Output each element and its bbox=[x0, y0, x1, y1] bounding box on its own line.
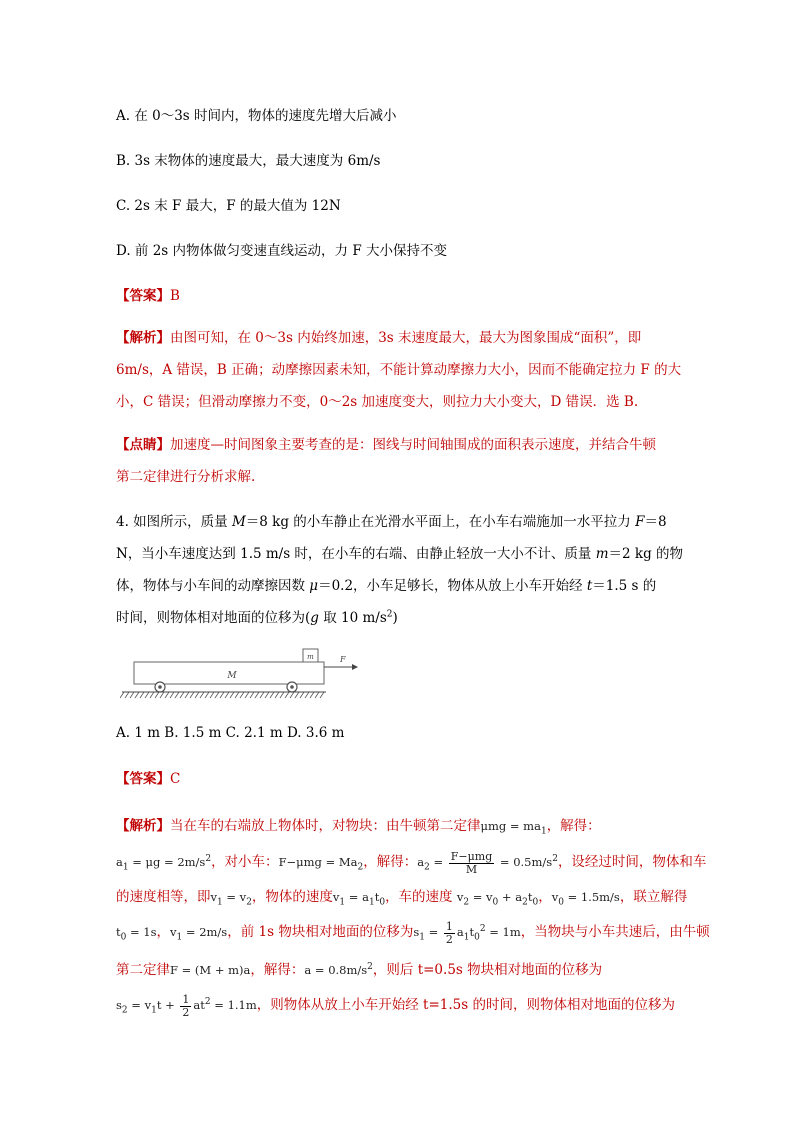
q4-stem-line-3: 体，物体与小车间的动摩擦因数 μ＝0.2，小车足够长，物体从放上小车开始经 t＝1.5 s 的 bbox=[116, 578, 657, 594]
q4-analysis-line-4: $t_0 = 1s$，$v_1 = 2m/s$，前 1s 物块相对地面的位移为$s_1$ = $\frac{1}{2}$ $a_1t_0^2 = 1m$，当物块与小车共速后，由牛顿 bbox=[116, 919, 710, 946]
q4-analysis-line-5: 第二定律F = (M + m)a，解得：$a = 0.8m/s^2$，则后 t=0.5s 物块相对地面的位移为 bbox=[116, 962, 603, 978]
cart-label: M bbox=[227, 671, 237, 681]
force-label: F bbox=[340, 655, 346, 664]
comment-text: 加速度—时间图象主要考查的是：图线与时间轴围成的面积表示速度，并结合牛顿 bbox=[170, 437, 656, 453]
q3-option-a: A. 在 0～3s 时间内，物体的速度先增大后减小 bbox=[116, 108, 397, 124]
q4-answer bbox=[116, 767, 180, 787]
q3-analysis-line-1 bbox=[116, 326, 641, 346]
q4-stem-line-2: N，当小车速度达到 1.5 m/s 时，在小车的右端、由静止轻放一大小不计、质量 m＝2 kg 的物 bbox=[116, 546, 684, 562]
q4-options: A. 1 m B. 1.5 m C. 2.1 m D. 3.6 m bbox=[116, 725, 345, 741]
answer-value: C bbox=[170, 771, 181, 787]
q3-comment-line-2: 第二定律进行分析求解. bbox=[116, 469, 256, 485]
q3-analysis-line-3: 小，C 错误；但滑动摩擦力不变，0～2s 加速度变大，则拉力大小变大，D 错误．选 B. bbox=[116, 394, 639, 410]
ground-hatching bbox=[120, 692, 324, 698]
analysis-label: 【解析】 bbox=[116, 330, 170, 346]
q3-analysis-line-2: 6m/s，A 错误，B 正确；动摩擦因素未知，不能计算动摩擦力大小，因而不能确定拉力 F 的大 bbox=[116, 362, 682, 378]
q4-analysis-line-2: $a_1 = \mu g = 2m/s^2$，对小车：$F-\mu mg = Ma_2$，解得：$a_2$ = $\frac{\text{F−μmg}}{M}$ = $0.5m/s^2$，设经过时间，物体和车 bbox=[116, 849, 707, 876]
q3-option-d: D. 前 2s 内物体做匀变速直线运动，力 F 大小保持不变 bbox=[116, 243, 447, 259]
force-arrowhead bbox=[352, 664, 358, 670]
answer-value: B bbox=[170, 288, 180, 304]
q4-stem-line-1: 4. 如图所示，质量 M＝8 kg 的小车静止在光滑水平面上，在小车右端施加一水平拉力 F＝8 bbox=[116, 514, 667, 530]
analysis-label: 【解析】 bbox=[116, 818, 170, 834]
q4-analysis-line-1: 【解析】当在车的右端放上物体时，对物块：由牛顿第二定律$\mu mg = ma_1$，解得： bbox=[116, 818, 601, 837]
cart-figure bbox=[120, 645, 360, 700]
answer-label: 【答案】 bbox=[116, 288, 170, 304]
answer-label: 【答案】 bbox=[116, 771, 170, 787]
q3-comment-line-1 bbox=[116, 433, 656, 453]
q3-option-c: C. 2s 末 F 最大，F 的最大值为 12N bbox=[116, 198, 341, 214]
q4-analysis-line-3: 的速度相等，即$v_1 = v_2$，物体的速度$v_1 = a_1t_0$，车的速度 $v_2 = v_0 + a_2t_0$，$v_0 = 1.5m/s$，联立解得 bbox=[116, 889, 688, 908]
block-label: m bbox=[307, 653, 314, 661]
analysis-text: 由图可知，在 0～3s 内始终加速，3s 末速度最大，最大为图象围成“面积”，即 bbox=[170, 330, 642, 346]
q4-analysis-line-6: $s_2 = v_1t$ + $\frac{1}{2}$ $at^2 = 1.1m$，则物体从放上小车开始经 t=1.5s 的时间，则物体相对地面的位移为 bbox=[116, 992, 675, 1019]
comment-label: 【点睛】 bbox=[116, 437, 170, 453]
q3-option-b: B. 3s 末物体的速度最大，最大速度为 6m/s bbox=[116, 153, 381, 169]
q4-stem-line-4: 时间，则物体相对地面的位移为(g 取 10 $m/s^2$) bbox=[116, 609, 398, 626]
q3-answer bbox=[116, 284, 180, 304]
